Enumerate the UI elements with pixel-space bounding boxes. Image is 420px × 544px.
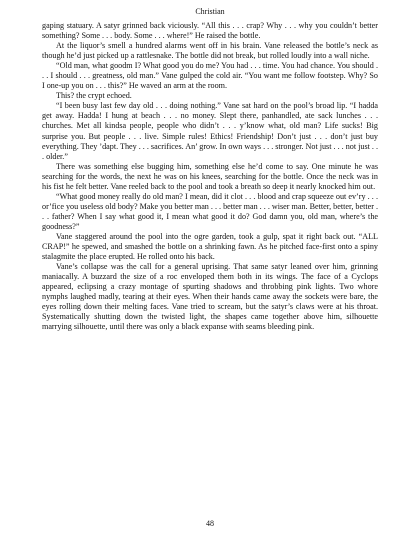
paragraph: Vane’s collapse was the call for a general uprising. That same satyr leaned over him, grinning maniacally. A buzzard the size of a roc enveloped them both in its wings. The face of a Cyclops appeared, eclipsing a crazy montage of spurting shadows and throbbing pink lights. Two whore nymphs laughed madly, tearing at their eyes. When their hands came away the sockets were bare, the eyes rolling down their melting faces. Vane tried to scream, but the satyr’s claws were at his throat. Systematically shutting down the twisted light, the shapes came together above him, silhouette marrying silhouette, until there was only a black expanse with seams bleeding pink. — [42, 262, 378, 332]
paragraph: gaping statuary. A satyr grinned back viciously. “All this . . . crap? Why . . . why you couldn’t better something? Some . . . body. Some . . . where!” He raised the bottle. — [42, 21, 378, 41]
running-header: Christian — [195, 7, 225, 16]
paragraph: “What good money really do old man? I mean, did it clot . . . blood and crap squeeze out ev’ry . . . or’fice you useless old body? Make you better man . . . better man . . . wiser man. Better, better, better . . . father? When I say what good it, I mean what good it do? God damn you, old man, where’s the goodness?” — [42, 191, 378, 231]
paragraph: There was something else bugging him, something else he’d come to say. One minute he was searching for the words, the next he was on his knees, searching for the bottle. Once the neck was in his fist he felt better. Vane reeled back to the pool and took a breath so deep it nearly knocked him out. — [42, 161, 378, 191]
paragraph: Vane staggered around the pool into the ogre garden, took a gulp, spat it right back out. “ALL CRAP!” he spewed, and smashed the bottle on a shrinking fawn. As he pitched face-first onto a spiny stalagmite the place erupted. He rolled onto his back. — [42, 231, 378, 262]
paragraph: This? the crypt echoed. — [56, 91, 132, 101]
page-number: 48 — [206, 519, 214, 528]
paragraph: “I been busy last few day old . . . doing nothing.” Vane sat hard on the pool’s broad lip. “I hadda get away. Hadda! I hung at beach . . . no money. Slept there, panhandled, ate sack lunches . . . churches. Met all kindsa people, people who didn’t . . . y’know what, old man? Life sucks! Big surprise you. But people . . . live. Simple rules! Ethics! Friendship! Don’t just . . . don’t just buy everything. They ’dapt. They . . . sacrifices. An’ grow. In own ways . . . stronger. Not just . . . not just . . . older.” — [42, 101, 378, 161]
paragraph: At the liquor’s smell a hundred alarms went off in his brain. Vane released the bottle’s neck as though he’d just picked up a rattlesnake. The bottle did not break, but rolled loudly into a wall niche. — [42, 41, 378, 61]
page-body — [42, 21, 378, 332]
paragraph: “Old man, what goodm I? What good you do me? You had . . . time. You had chance. You should . . . I should . . . greatness, old man.” Vane gulped the cold air. “You want me follow footstep. Why? So I one-up you on . . . this?” He waved an arm at the room. — [42, 61, 378, 91]
